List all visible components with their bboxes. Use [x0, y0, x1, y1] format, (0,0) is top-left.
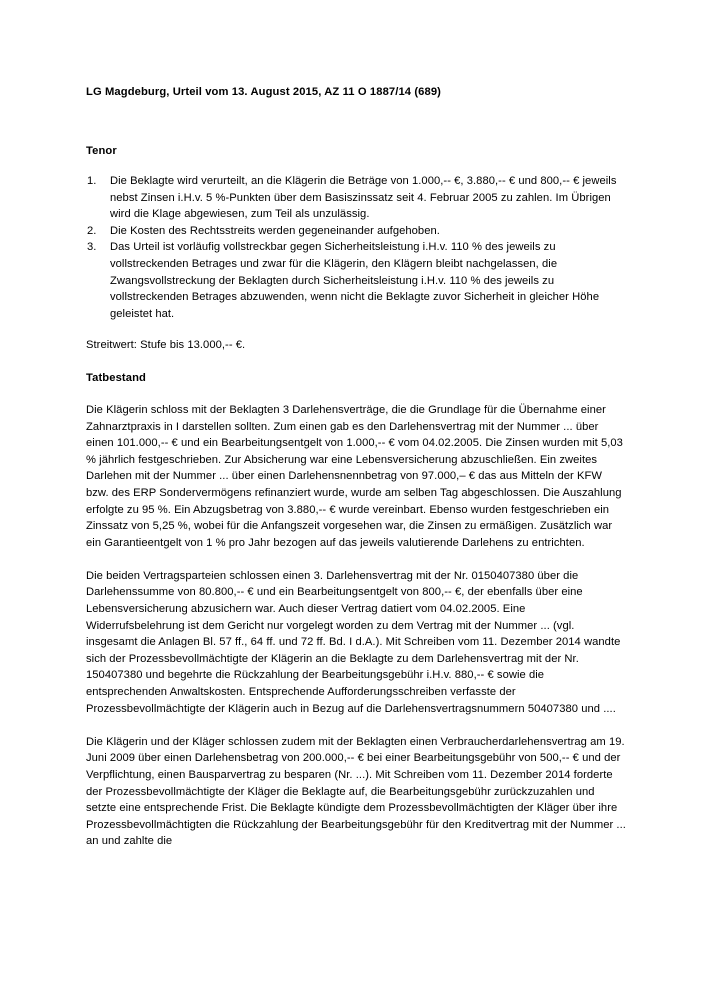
page-title: LG Magdeburg, Urteil vom 13. August 2015, AZ 11 O 1887/14 (689): [86, 86, 442, 98]
spacer: [86, 386, 626, 402]
spacer: [86, 100, 626, 144]
list-item-text: Die Kosten des Rechtsstreits werden gegeneinander aufgehoben.: [110, 224, 440, 237]
tatbestand-paragraph: Die Klägerin und der Kläger schlossen zudem mit der Beklagten einen Verbraucherdarlehensvertrag am 19. Juni 2009 über einen Darlehensbetrag von 200.000,-- € bei einer Bearbeitungsgebühr von 500,-- € und der Verpflichtung, einen Bausparvertrag zu besparen (Nr. ...). Mit Schreiben vom 11. Dezember 2014 forderte der Prozessbevollmächtigte der Kläger die Beklagte auf, die Bearbeitungsgebühr zurückzuzahlen und setzte eine entsprechende Frist. Die Beklagte kündigte dem Prozessbevollmächtigten der Kläger über ihre Prozessbevollmächtigten die Rückzahlung der Bearbeitungsgebühr für den Kreditvertrag mit der Nummer ... an und zahlte die: [86, 735, 626, 848]
list-item: [86, 223, 626, 240]
spacer: [86, 551, 626, 568]
list-item: [86, 173, 626, 223]
tenor-list: [86, 173, 626, 322]
section-heading-tenor: Tenor: [86, 145, 117, 157]
spacer: [86, 717, 626, 734]
document-content: [86, 85, 626, 850]
list-item-marker: 2.: [87, 224, 97, 237]
streitwert-line: Streitwert: Stufe bis 13.000,-- €.: [86, 339, 246, 352]
tatbestand-paragraph: Die Klägerin schloss mit der Beklagten 3 Darlehensverträge, die die Grundlage für die Übernahme einer Zahnarztpraxis in I darstellen sollten. Zum einen gab es den Darlehensvertrag mit der Nummer ... über einen 101.000,-- € und ein Bearbeitungsentgelt von 1.000,-- € vom 04.02.2005. Die Zinsen wurden mit 5,03 % jährlich festgeschrieben. Zur Absicherung war eine Lebensversicherung abzuschließen. Ein zweites Darlehen mit der Nummer ... über einen Darlehensnennbetrag von 97.000,– € das aus Mitteln der KFW bzw. des ERP Sondervermögens refinanziert wurde, wurde am selben Tag abgeschlossen. Die Auszahlung erfolgte zu 95 %. Ein Abzugsbetrag von 3.880,-- € wurde vereinbart. Ebenso wurden festgeschrieben ein Zinssatz von 5,25 %, wobei für die Anfangszeit vorgesehen war, die Zinsen zu ermäßigen. Zusätzlich war ein Garantieentgelt von 1 % pro Jahr bezogen auf das jeweils valutierende Darlehens zu entrichten.: [86, 403, 623, 549]
list-item-marker: 1.: [87, 175, 97, 187]
list-item: [86, 239, 626, 322]
tatbestand-paragraph: Die beiden Vertragsparteien schlossen einen 3. Darlehensvertrag mit der Nr. 0150407380 über die Darlehenssumme von 80.800,-- € und ein Bearbeitungsentgelt von 800,-- €, der ebenfalls über eine Lebensversicherung abzusichern war. Auch dieser Vertrag datiert vom 04.02.2005. Eine Widerrufsbelehrung ist dem Gericht nur vorgelegt worden zu dem Vertrag mit der Nummer ... (vgl. insgesamt die Anlagen Bl. 57 ff., 64 ff. und 72 ff. Bd. I d.A.). Mit Schreiben vom 11. Dezember 2014 wandte sich der Prozessbevollmächtigte der Klägerin an die Beklagte zu dem Darlehensvertrag mit der Nr. 150407380 und begehrte die Rückzahlung der Bearbeitungsgebühr i.H.v. 880,-- € sowie die entsprechenden Anwaltskosten. Entsprechende Aufforderungsschreiben verfasste der Prozessbevollmächtigte der Klägerin auch in Bezug auf die Darlehensvertragsnummern 50407380 und ....: [86, 569, 621, 715]
spacer: [86, 322, 626, 337]
list-item-text: Die Beklagte wird verurteilt, an die Klägerin die Beträge von 1.000,-- €, 3.880,-- € und 800,-- € jeweils nebst Zinsen i.H.v. 5 %-Punkten über dem Basiszinssatz seit 4. Februar 2005 zu zahlen. Im Übrigen wird die Klage abgewiesen, zum Teil als unzulässig.: [110, 175, 617, 221]
spacer: [86, 354, 626, 371]
list-item-marker: 3.: [87, 241, 97, 254]
spacer: [86, 159, 626, 173]
list-item-text: Das Urteil ist vorläufig vollstreckbar gegen Sicherheitsleistung i.H.v. 110 % des jeweils zu vollstreckenden Betrages und zwar für die Klägerin, den Klägern bleibt nachgelassen, die Zwangsvollstreckung der Beklagten durch Sicherheitsleistung i.H.v. 110 % des jeweils zu vollstreckenden Betrages abzuwenden, wenn nicht die Beklagte zuvor Sicherheit in gleicher Höhe geleistet hat.: [110, 241, 600, 320]
section-heading-tatbestand: Tatbestand: [86, 371, 146, 384]
